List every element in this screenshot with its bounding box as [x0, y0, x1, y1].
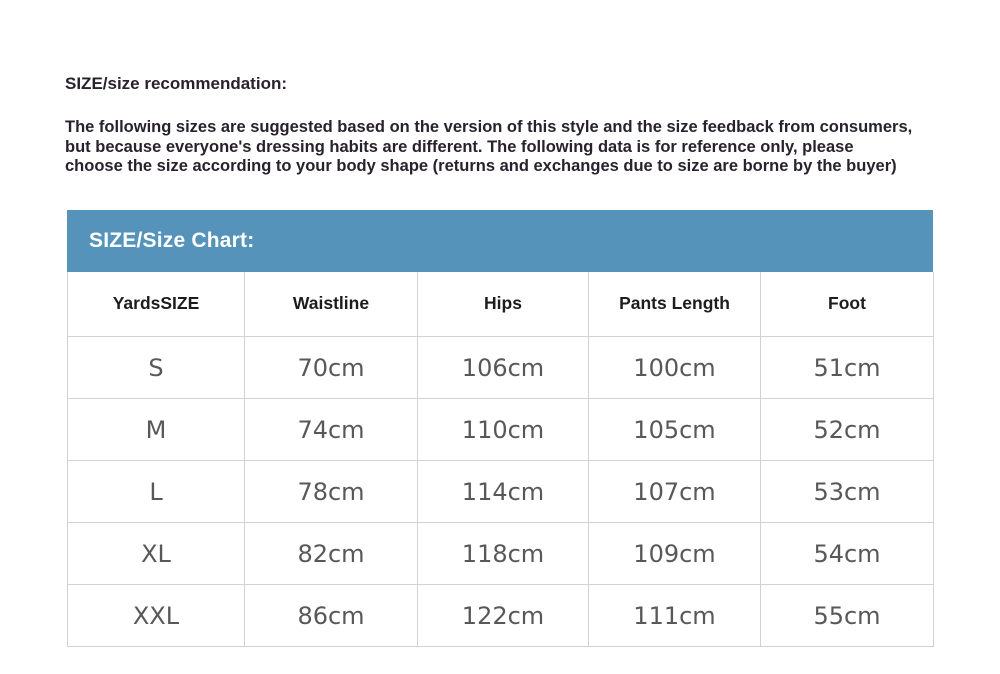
size-chart [67, 210, 933, 648]
column-header-pants-length: Pants Length [589, 272, 761, 337]
column-header-foot: Foot [761, 272, 934, 337]
waistline-cell: 78cm [245, 461, 418, 523]
size-chart-table [67, 272, 934, 648]
table-row-l [68, 461, 934, 523]
column-header-hips: Hips [418, 272, 589, 337]
pants-length-cell: 111cm [589, 585, 761, 647]
waistline-cell: 86cm [245, 585, 418, 647]
table-row-xl [68, 523, 934, 585]
pants-length-cell: 107cm [589, 461, 761, 523]
hips-cell: 114cm [418, 461, 589, 523]
pants-length-cell: 105cm [589, 399, 761, 461]
size-cell: L [68, 461, 245, 523]
hips-cell: 106cm [418, 337, 589, 399]
hips-cell: 118cm [418, 523, 589, 585]
table-row-xxl [68, 585, 934, 647]
table-header-row [68, 272, 934, 337]
size-cell: XL [68, 523, 245, 585]
pants-length-cell: 109cm [589, 523, 761, 585]
foot-cell: 51cm [761, 337, 934, 399]
description-line-3: choose the size according to your body shape (returns and exchanges due to size are borne by the buyer) [65, 157, 897, 175]
hips-cell: 110cm [418, 399, 589, 461]
size-chart-banner [67, 210, 933, 272]
foot-cell: 55cm [761, 585, 934, 647]
table-row-s [68, 337, 934, 399]
foot-cell: 53cm [761, 461, 934, 523]
column-header-waistline: Waistline [245, 272, 418, 337]
foot-cell: 52cm [761, 399, 934, 461]
size-cell: M [68, 399, 245, 461]
foot-cell: 54cm [761, 523, 934, 585]
hips-cell: 122cm [418, 585, 589, 647]
size-chart-banner-title: SIZE/Size Chart: [89, 228, 255, 252]
size-cell: XXL [68, 585, 245, 647]
page-title: SIZE/size recommendation: [65, 74, 287, 93]
column-header-yards-size: YardsSIZE [68, 272, 245, 337]
waistline-cell: 70cm [245, 337, 418, 399]
description-line-2: but because everyone's dressing habits are different. The following data is for reference only, please [65, 137, 854, 156]
pants-length-cell: 100cm [589, 337, 761, 399]
table-row-m [68, 399, 934, 461]
waistline-cell: 82cm [245, 523, 418, 585]
size-description [65, 118, 940, 177]
description-line-1: The following sizes are suggested based on the version of this style and the size feedback from consumers, [65, 118, 913, 136]
size-cell: S [68, 337, 245, 399]
waistline-cell: 74cm [245, 399, 418, 461]
